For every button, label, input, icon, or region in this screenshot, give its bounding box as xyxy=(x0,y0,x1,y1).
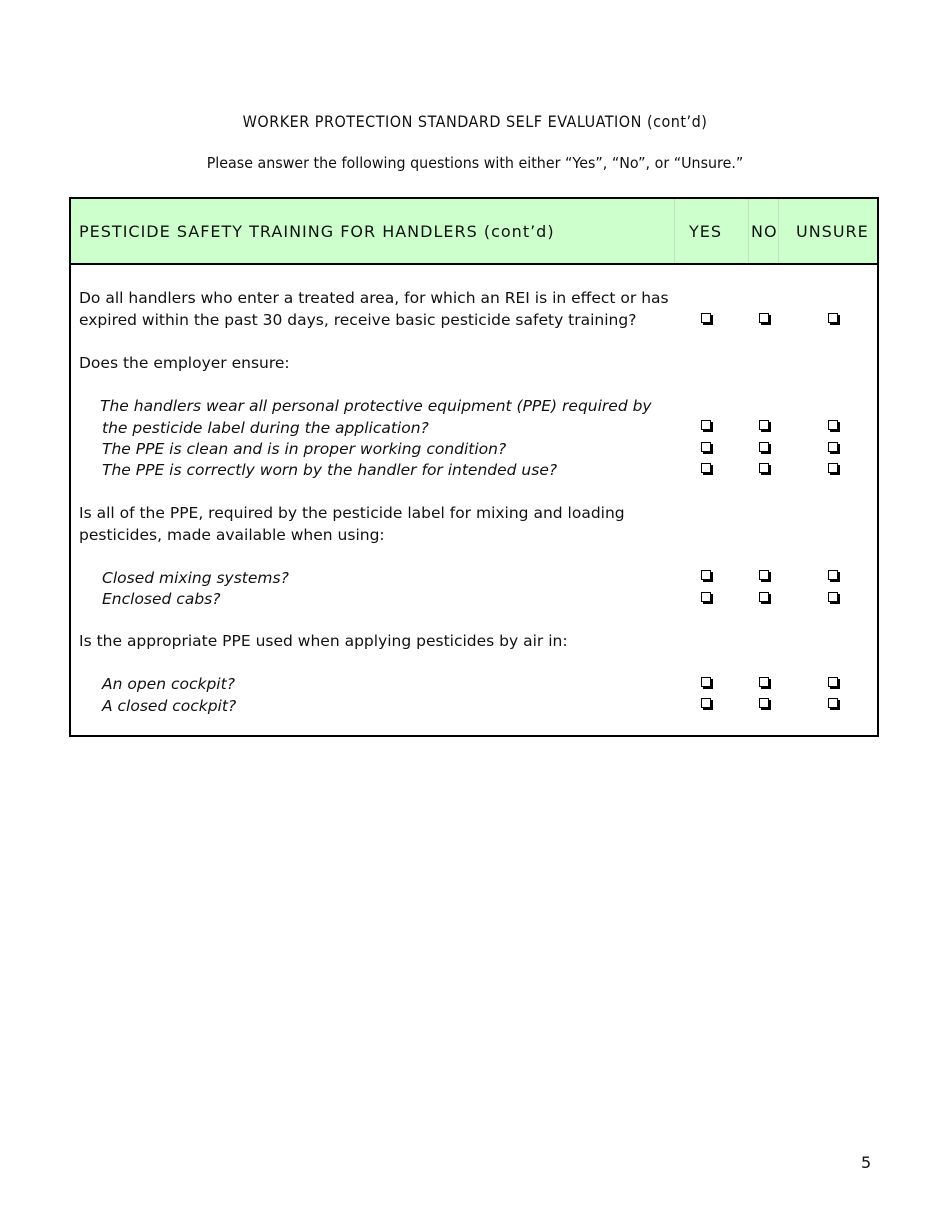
checkbox-no[interactable] xyxy=(759,698,769,708)
sub-question-text: Enclosed cabs? xyxy=(102,590,221,608)
checkbox-no[interactable] xyxy=(759,313,769,323)
question-text: Do all handlers who enter a treated area, for which an REI is in effect or has xyxy=(79,289,669,307)
checkbox-unsure[interactable] xyxy=(828,592,838,602)
sub-question-text: The PPE is clean and is in proper working condition? xyxy=(102,440,507,458)
checkbox-unsure[interactable] xyxy=(828,420,838,430)
checkbox-yes[interactable] xyxy=(701,592,711,602)
question-text: Does the employer ensure: xyxy=(79,354,290,372)
checkbox-unsure[interactable] xyxy=(828,570,838,580)
column-header-unsure: UNSURE xyxy=(796,222,869,241)
checkbox-yes[interactable] xyxy=(701,698,711,708)
header-divider xyxy=(674,199,675,263)
page-number: 5 xyxy=(861,1153,872,1172)
table-header xyxy=(71,199,877,265)
checkbox-no[interactable] xyxy=(759,420,769,430)
question-text: pesticides, made available when using: xyxy=(79,526,385,544)
instructions-text: Please answer the following questions with either “Yes”, “No”, or “Unsure.” xyxy=(206,154,744,172)
checkbox-no[interactable] xyxy=(759,677,769,687)
sub-question-text: The PPE is correctly worn by the handler for intended use? xyxy=(102,461,558,479)
checkbox-unsure[interactable] xyxy=(828,677,838,687)
checkbox-unsure[interactable] xyxy=(828,463,838,473)
sub-question-text: Closed mixing systems? xyxy=(102,569,289,587)
question-text: Is the appropriate PPE used when applying pesticides by air in: xyxy=(79,632,568,650)
header-divider xyxy=(778,199,779,263)
checkbox-no[interactable] xyxy=(759,570,769,580)
sub-question-text: The handlers wear all personal protective equipment (PPE) required by xyxy=(100,397,652,415)
column-header-no: NO xyxy=(751,222,778,241)
evaluation-table xyxy=(69,197,879,737)
checkbox-yes[interactable] xyxy=(701,570,711,580)
page-title: WORKER PROTECTION STANDARD SELF EVALUATION (cont’d) xyxy=(242,112,708,131)
checkbox-unsure[interactable] xyxy=(828,698,838,708)
section-title: PESTICIDE SAFETY TRAINING FOR HANDLERS (cont’d) xyxy=(79,222,555,241)
checkbox-yes[interactable] xyxy=(701,677,711,687)
column-header-yes: YES xyxy=(689,222,723,241)
checkbox-no[interactable] xyxy=(759,442,769,452)
sub-question-text: the pesticide label during the application? xyxy=(102,419,429,437)
checkbox-yes[interactable] xyxy=(701,420,711,430)
checkbox-no[interactable] xyxy=(759,592,769,602)
checkbox-unsure[interactable] xyxy=(828,442,838,452)
header-divider xyxy=(748,199,749,263)
checkbox-no[interactable] xyxy=(759,463,769,473)
question-text: expired within the past 30 days, receive basic pesticide safety training? xyxy=(79,311,637,329)
checkbox-unsure[interactable] xyxy=(828,313,838,323)
checkbox-yes[interactable] xyxy=(701,463,711,473)
sub-question-text: An open cockpit? xyxy=(102,675,235,693)
checkbox-yes[interactable] xyxy=(701,313,711,323)
sub-question-text: A closed cockpit? xyxy=(102,697,237,715)
question-text: Is all of the PPE, required by the pesticide label for mixing and loading xyxy=(79,504,625,522)
checkbox-yes[interactable] xyxy=(701,442,711,452)
